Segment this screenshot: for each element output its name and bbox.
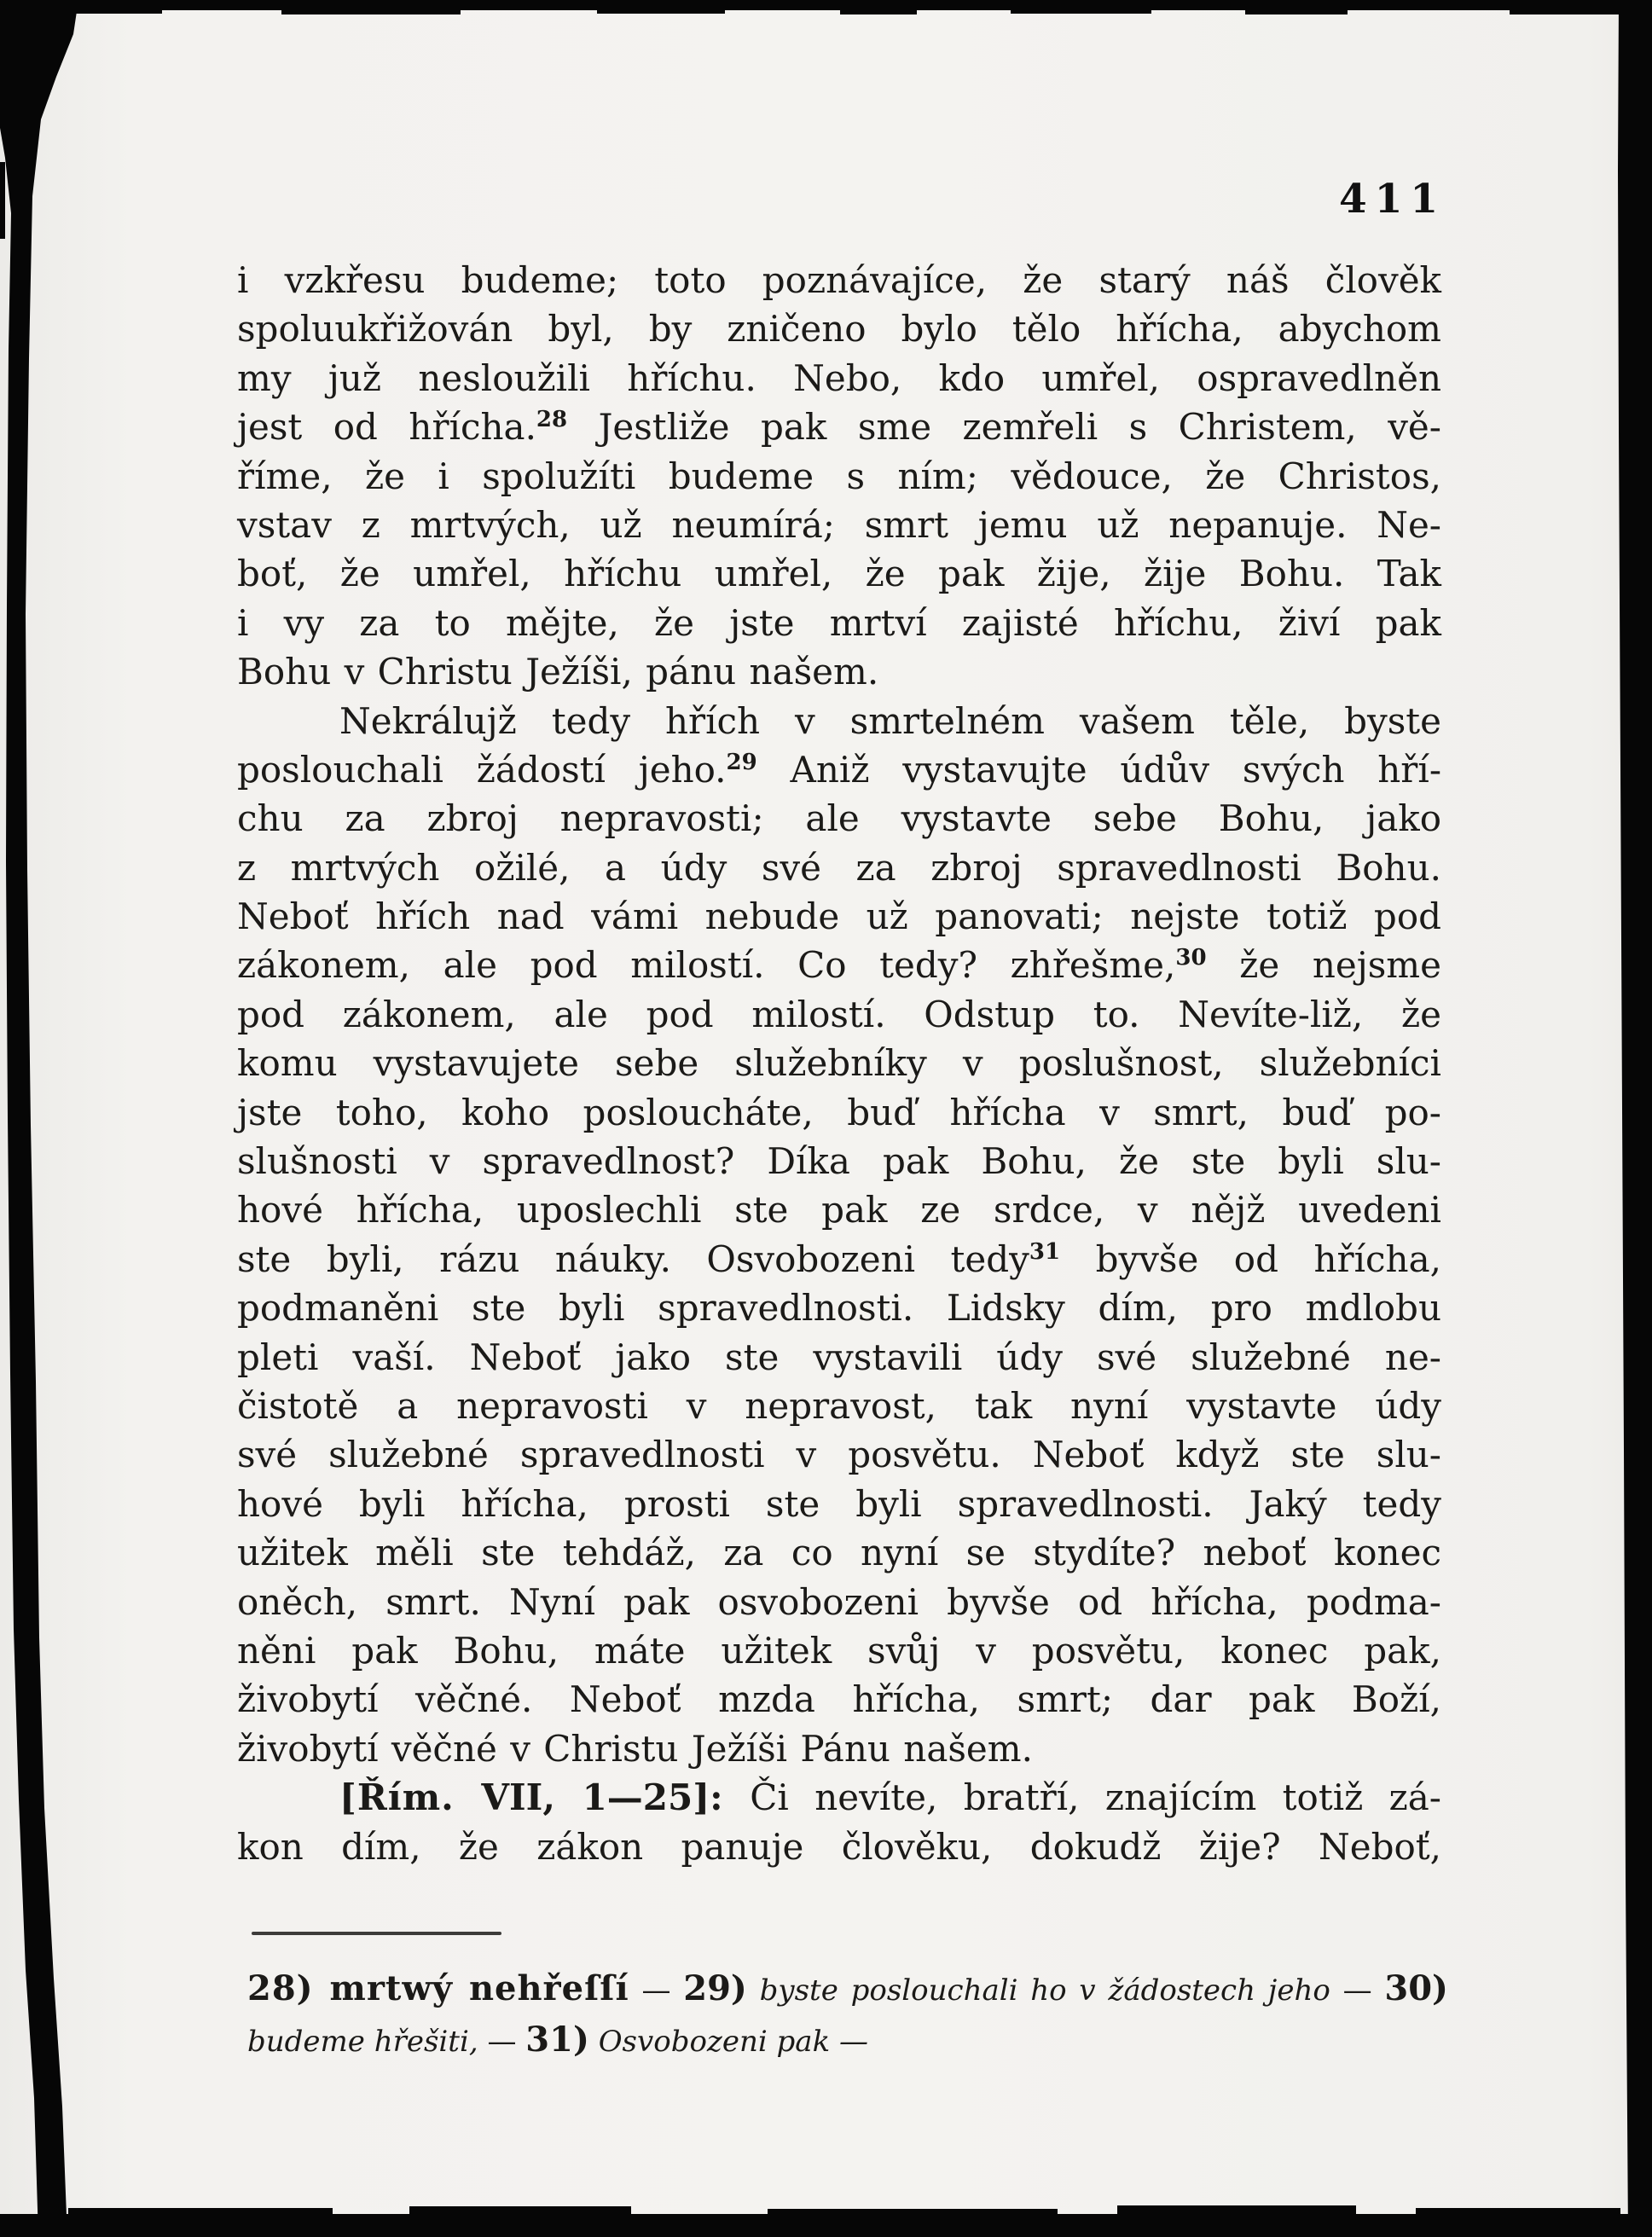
body-text-line (237, 549, 1441, 598)
text-segment: komu vystavujete sebe služebníky v poslušnost, služebníci (237, 1042, 1441, 1085)
body-text-line (237, 1333, 1441, 1382)
text-segment: podmaněni ste byli spravedlnosti. Lidsky dím, pro mdlobu (237, 1287, 1441, 1330)
text-segment: z mrtvých ožilé, a údy své za zbroj spravedlnosti Bohu. (237, 846, 1441, 889)
text-segment: Osvobozeni pak — (598, 2025, 868, 2059)
text-segment: Neboť hřích nad vámi nebude už panovati; nejste totiž pod (237, 895, 1441, 938)
body-text-line (237, 941, 1441, 989)
text-segment: živobytí věčné v Christu Ježíši Pánu našem. (237, 1727, 1033, 1770)
text-segment: oněch, smrt. Nyní pak osvobozeni byvše od hřícha, podma- (237, 1580, 1441, 1623)
body-text-line (237, 745, 1441, 794)
body-text-line (237, 501, 1441, 549)
body-text-line (237, 1430, 1441, 1479)
text-segment: své služebné spravedlnosti v posvětu. Neboť když ste slu- (237, 1434, 1441, 1476)
footnote-separator-rule (252, 1932, 501, 1935)
body-text-line (237, 304, 1441, 353)
text-segment: živobytí věčné. Neboť mzda hřícha, smrt; dar pak Boží, (237, 1678, 1441, 1721)
body-text-line (237, 1235, 1441, 1284)
text-segment: 28) mrtwý nehřeſſí (247, 1968, 629, 2008)
footnotes (247, 1963, 1448, 2066)
text-segment: užitek měli ste tehdáž, za co nyní se stydíte? neboť konec (237, 1532, 1441, 1574)
text-segment: boť, že umřel, hříchu umřel, že pak žije, žije Bohu. Tak (237, 553, 1441, 595)
body-text-line (237, 647, 1441, 696)
body-text-line (237, 1039, 1441, 1087)
footnote-reference: 28 (536, 407, 568, 433)
body-text-line (237, 1528, 1441, 1577)
text-segment: kon dím, že zákon panuje člověku, dokudž žije? Neboť, (237, 1825, 1441, 1868)
body-text-line (237, 1823, 1441, 1871)
body-text-line (237, 452, 1441, 501)
text-segment: hové byli hřícha, prosti ste byli spravedlnosti. Jaký tedy (237, 1482, 1441, 1525)
body-text-line (237, 256, 1441, 304)
text-segment: i vzkřesu budeme; toto poznávajíce, že starý náš člověk (237, 259, 1441, 301)
body-text (237, 256, 1441, 1871)
text-segment: [Řím. (339, 1776, 455, 1819)
scan-top-edge (0, 0, 1652, 10)
text-segment: ste byli, rázu náuky. Osvobozeni tedy (237, 1237, 1029, 1280)
body-text-line (237, 990, 1441, 1039)
body-text-line (237, 1185, 1441, 1234)
footnote-reference: 31 (1029, 1238, 1061, 1265)
text-segment: byste poslouchali ho v žádostech jeho (746, 1973, 1330, 2008)
text-segment: Nekrálujž tedy hřích v smrtelném vašem těle, byste (339, 699, 1441, 742)
body-text-line (237, 1578, 1441, 1626)
body-text-line (237, 1284, 1441, 1332)
body-text-line (237, 1480, 1441, 1528)
scan-bottom-edge (0, 2214, 1652, 2237)
text-segment: jste toho, koho posloucháte, buď hřícha v smrt, buď po- (237, 1091, 1441, 1133)
text-segment: vstav z mrtvých, už neumírá; smrt jemu už nepanuje. Ne- (237, 503, 1441, 546)
body-text-line (237, 892, 1441, 941)
body-text-line (237, 794, 1441, 843)
text-segment: — (629, 1973, 684, 2008)
body-text-line (237, 1773, 1441, 1822)
body-text-line (237, 599, 1441, 647)
text-segment: Aniž vystavujte údův svých hří- (756, 748, 1442, 791)
text-segment: — (1330, 1973, 1385, 2008)
text-segment: pod zákonem, ale pod milostí. Odstup to. Nevíte-liž, že (237, 993, 1441, 1035)
footnote-line (247, 2014, 1448, 2066)
scan-left-gutter-bar (0, 0, 78, 2237)
text-segment: 30) (1384, 1968, 1448, 2008)
text-segment: že nejsme (1206, 944, 1441, 987)
text-segment: byvše od hřícha, (1060, 1237, 1441, 1280)
body-text-line (237, 843, 1441, 892)
text-segment: říme, že i spolužíti budeme s ním; vědouce, že Christos, (237, 455, 1441, 497)
text-segment: chu za zbroj nepravosti; ale vystavte sebe Bohu, jako (237, 797, 1441, 840)
text-segment: spoluukřižován byl, by zničeno bylo tělo hřícha, abychom (237, 308, 1441, 351)
body-text-line (237, 1724, 1441, 1773)
page-number: 411 (1339, 176, 1446, 223)
text-segment: slušnosti v spravedlnost? Díka pak Bohu, že ste byli slu- (237, 1140, 1441, 1183)
footnote-reference: 30 (1175, 945, 1207, 971)
text-segment: budeme hřešiti, (247, 2025, 478, 2059)
text-segment (589, 2025, 599, 2059)
text-segment: 31) (525, 2020, 589, 2060)
footnote-line (247, 1963, 1448, 2014)
body-text-line (237, 403, 1441, 451)
text-segment: jest od hřícha. (237, 406, 536, 449)
scan-right-edge (1618, 0, 1652, 2237)
body-text-line (237, 1382, 1441, 1430)
text-segment: zákonem, ale pod milostí. Co tedy? zhřešme, (237, 944, 1176, 987)
body-text-line (237, 697, 1441, 745)
text-segment: pleti vaší. Neboť jako ste vystavili údy své služebné ne- (237, 1336, 1441, 1378)
footnote-reference: 29 (726, 749, 757, 775)
body-text-line (237, 1088, 1441, 1137)
text-segment: i vy za to mějte, že jste mrtví zajisté hříchu, živí pak (237, 601, 1441, 644)
body-text-line (237, 1137, 1441, 1185)
text-segment: VII, 1—25]: (454, 1776, 751, 1819)
body-text-line (237, 1626, 1441, 1675)
text-segment: poslouchali žádostí jeho. (237, 748, 727, 791)
text-segment: Jestliže pak sme zemřeli s Christem, vě- (567, 406, 1441, 449)
text-segment: hové hřícha, uposlechli ste pak ze srdce, v nějž uvedeni (237, 1189, 1441, 1232)
body-text-line (237, 1675, 1441, 1724)
text-segment: Či nevíte, bratří, znajícím totiž zá- (750, 1776, 1441, 1819)
body-text-line (237, 354, 1441, 403)
text-segment: Bohu v Christu Ježíši, pánu našem. (237, 651, 879, 693)
text-segment: — (478, 2025, 526, 2059)
text-segment: my juž nesloužili hříchu. Nebo, kdo umřel, ospravedlněn (237, 356, 1441, 399)
text-segment: 29) (683, 1968, 747, 2008)
text-segment: něni pak Bohu, máte užitek svůj v posvětu, konec pak, (237, 1629, 1441, 1672)
text-segment: čistotě a nepravosti v nepravost, tak nyní vystavte údy (237, 1384, 1441, 1427)
